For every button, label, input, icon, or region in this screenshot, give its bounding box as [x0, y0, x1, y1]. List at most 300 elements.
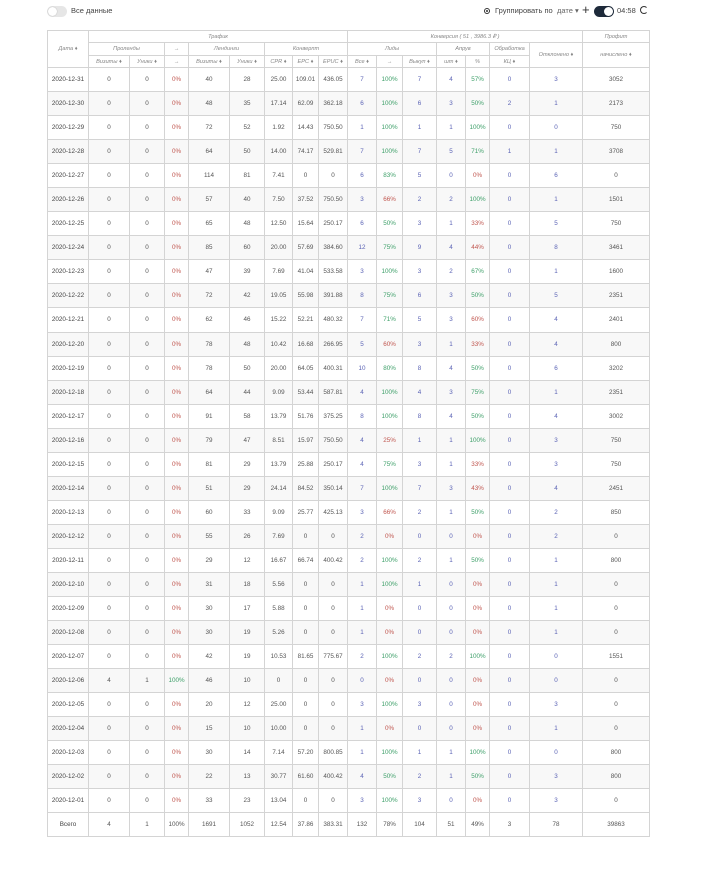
cell-landing-uniques: 13: [230, 765, 265, 789]
group-by-select[interactable]: дате ▾: [557, 6, 579, 15]
total-row: [48, 813, 650, 837]
cell-cpr: 10.00: [265, 717, 293, 741]
cell-approve-count: 1: [437, 116, 466, 140]
cell-epc: 62.09: [293, 92, 319, 116]
cell-rejected: 1: [530, 597, 583, 621]
cell-leads-all: 1: [348, 741, 377, 765]
cell-cpr: 16.67: [265, 548, 293, 572]
cell-vykup: 8: [403, 404, 437, 428]
cell-landing-visits: 33: [189, 789, 230, 813]
cell-approve-count: 2: [437, 188, 466, 212]
all-data-toggle[interactable]: [47, 6, 67, 17]
cell-kc: 0: [490, 597, 530, 621]
cell-uniques: 0: [130, 212, 165, 236]
col-kc[interactable]: КЦ ♦: [490, 56, 530, 68]
cell-approve-pct: 100%: [466, 116, 490, 140]
cell-vykup: 8: [403, 356, 437, 380]
group-traffic: Трафик: [89, 31, 348, 43]
cell-epuc: 0: [319, 789, 348, 813]
cell-leads-pct: 75%: [377, 284, 403, 308]
cell-landing-uniques: 52: [230, 116, 265, 140]
cell-kc: 0: [490, 164, 530, 188]
cell-prelanding-ctr: 0%: [165, 621, 189, 645]
cell-prelanding-ctr: 0%: [165, 548, 189, 572]
cell-kc: 0: [490, 260, 530, 284]
cell-cpr: 7.69: [265, 524, 293, 548]
cell-vykup: 2: [403, 645, 437, 669]
total-cell: 78: [530, 813, 583, 837]
cell-epc: 52.21: [293, 308, 319, 332]
cell-leads-all: 3: [348, 789, 377, 813]
col-vykup[interactable]: Выкуп ♦: [403, 56, 437, 68]
table-row: [48, 188, 650, 212]
cell-landing-uniques: 19: [230, 621, 265, 645]
cell-uniques: 0: [130, 308, 165, 332]
cell-rejected: 0: [530, 669, 583, 693]
cell-prelanding-ctr: 0%: [165, 284, 189, 308]
cell-visits: 0: [89, 717, 130, 741]
cell-leads-pct: 60%: [377, 332, 403, 356]
cell-rejected: 3: [530, 765, 583, 789]
cell-visits: 0: [89, 645, 130, 669]
cell-landing-visits: 79: [189, 428, 230, 452]
cell-landing-uniques: 28: [230, 68, 265, 92]
cell-kc: 0: [490, 621, 530, 645]
subgroup-konverpt: Конверпт: [265, 43, 348, 56]
cell-leads-all: 8: [348, 284, 377, 308]
cell-epc: 41.04: [293, 260, 319, 284]
cell-approve-count: 4: [437, 236, 466, 260]
cell-approve-pct: 0%: [466, 597, 490, 621]
cell-leads-pct: 50%: [377, 212, 403, 236]
cell-date: 2020-12-27: [48, 164, 89, 188]
cell-uniques: 0: [130, 476, 165, 500]
cell-date: 2020-12-03: [48, 741, 89, 765]
cell-visits: 0: [89, 284, 130, 308]
cell-date: 2020-12-08: [48, 621, 89, 645]
cell-approve-count: 3: [437, 380, 466, 404]
cell-uniques: 0: [130, 524, 165, 548]
cell-epuc: 436.05: [319, 68, 348, 92]
cell-leads-all: 4: [348, 452, 377, 476]
cell-landing-uniques: 19: [230, 645, 265, 669]
cell-vykup: 1: [403, 116, 437, 140]
cell-epc: 0: [293, 621, 319, 645]
cell-approve-pct: 0%: [466, 717, 490, 741]
cell-landing-visits: 91: [189, 404, 230, 428]
cell-approve-pct: 0%: [466, 164, 490, 188]
cell-vykup: 7: [403, 68, 437, 92]
cell-landing-uniques: 23: [230, 789, 265, 813]
cell-uniques: 0: [130, 164, 165, 188]
cell-prelanding-ctr: 0%: [165, 380, 189, 404]
cell-leads-pct: 100%: [377, 380, 403, 404]
cell-landing-uniques: 26: [230, 524, 265, 548]
cell-epuc: 775.67: [319, 645, 348, 669]
cell-profit: 3002: [583, 404, 650, 428]
cell-visits: 0: [89, 356, 130, 380]
cell-approve-count: 1: [437, 548, 466, 572]
cell-date: 2020-12-16: [48, 428, 89, 452]
col-nachisleno[interactable]: начислено ♦: [583, 43, 650, 68]
cell-kc: 0: [490, 500, 530, 524]
cell-vykup: 2: [403, 765, 437, 789]
cell-epuc: 0: [319, 669, 348, 693]
cell-uniques: 0: [130, 452, 165, 476]
cell-vykup: 1: [403, 741, 437, 765]
cell-leads-pct: 0%: [377, 669, 403, 693]
cell-kc: 0: [490, 669, 530, 693]
cell-profit: 0: [583, 572, 650, 596]
cell-rejected: 3: [530, 68, 583, 92]
cell-kc: 0: [490, 693, 530, 717]
cell-approve-pct: 100%: [466, 428, 490, 452]
cell-approve-count: 1: [437, 332, 466, 356]
cell-uniques: 0: [130, 693, 165, 717]
cell-epc: 51.76: [293, 404, 319, 428]
cell-cpr: 17.14: [265, 92, 293, 116]
cell-leads-all: 7: [348, 476, 377, 500]
cell-leads-all: 1: [348, 717, 377, 741]
cell-epuc: 587.81: [319, 380, 348, 404]
cell-prelanding-ctr: 0%: [165, 500, 189, 524]
cell-landing-uniques: 46: [230, 308, 265, 332]
table-row: [48, 116, 650, 140]
cell-prelanding-ctr: 0%: [165, 428, 189, 452]
cell-kc: 0: [490, 116, 530, 140]
cell-approve-count: 4: [437, 404, 466, 428]
cell-prelanding-ctr: 0%: [165, 68, 189, 92]
cell-profit: 0: [583, 621, 650, 645]
cell-vykup: 9: [403, 236, 437, 260]
cell-date: 2020-12-09: [48, 597, 89, 621]
cell-landing-visits: 65: [189, 212, 230, 236]
subgroup-apruv: Апрув: [437, 43, 490, 56]
cell-visits: 0: [89, 621, 130, 645]
cell-rejected: 2: [530, 524, 583, 548]
time-toggle[interactable]: [594, 6, 614, 17]
cell-epc: 74.17: [293, 140, 319, 164]
cell-landing-uniques: 10: [230, 717, 265, 741]
cell-landing-visits: 51: [189, 476, 230, 500]
cell-cpr: 13.79: [265, 404, 293, 428]
cell-cpr: 13.04: [265, 789, 293, 813]
cell-approve-count: 3: [437, 284, 466, 308]
cell-cpr: 10.42: [265, 332, 293, 356]
toggle-knob: [48, 7, 57, 16]
cell-landing-visits: 114: [189, 164, 230, 188]
cell-leads-pct: 100%: [377, 789, 403, 813]
cell-prelanding-ctr: 0%: [165, 92, 189, 116]
table-row: [48, 212, 650, 236]
cell-cpr: 0: [265, 669, 293, 693]
cell-prelanding-ctr: 0%: [165, 789, 189, 813]
toggle-knob: [604, 7, 613, 16]
cell-epc: 15.97: [293, 428, 319, 452]
cell-leads-all: 5: [348, 332, 377, 356]
cell-rejected: 3: [530, 428, 583, 452]
all-data-label: Все данные: [71, 6, 113, 15]
cell-leads-pct: 100%: [377, 92, 403, 116]
cell-leads-all: 7: [348, 140, 377, 164]
cell-epuc: 266.95: [319, 332, 348, 356]
cell-leads-pct: 0%: [377, 621, 403, 645]
cell-prelanding-ctr: 0%: [165, 765, 189, 789]
cell-visits: 0: [89, 116, 130, 140]
cell-leads-all: 8: [348, 404, 377, 428]
cell-uniques: 0: [130, 236, 165, 260]
cell-kc: 0: [490, 236, 530, 260]
cell-date: 2020-12-25: [48, 212, 89, 236]
cell-cpr: 20.00: [265, 356, 293, 380]
cell-kc: 1: [490, 140, 530, 164]
cell-landing-visits: 64: [189, 380, 230, 404]
col-uniki-landing[interactable]: Уники ♦: [230, 56, 265, 68]
add-icon[interactable]: +: [582, 2, 590, 17]
cell-leads-all: 1: [348, 621, 377, 645]
col-vizity-landing[interactable]: Визиты ♦: [189, 56, 230, 68]
cell-epc: 25.77: [293, 500, 319, 524]
cell-vykup: 5: [403, 308, 437, 332]
cell-leads-all: 10: [348, 356, 377, 380]
cell-date: 2020-12-18: [48, 380, 89, 404]
cell-landing-visits: 31: [189, 572, 230, 596]
cell-kc: 0: [490, 524, 530, 548]
cell-visits: 0: [89, 741, 130, 765]
cell-date: 2020-12-02: [48, 765, 89, 789]
cell-leads-all: 2: [348, 645, 377, 669]
cell-rejected: 8: [530, 236, 583, 260]
col-leads-all[interactable]: Все ♦: [348, 56, 377, 68]
cell-prelanding-ctr: 0%: [165, 572, 189, 596]
col-otkloneno[interactable]: Отклонено ♦: [530, 43, 583, 68]
cell-cpr: 30.77: [265, 765, 293, 789]
cell-leads-all: 3: [348, 500, 377, 524]
col-apruv-pct: %: [466, 56, 490, 68]
cell-uniques: 0: [130, 572, 165, 596]
col-vizity[interactable]: Визиты ♦: [89, 56, 130, 68]
cell-epc: 0: [293, 669, 319, 693]
col-date[interactable]: Дата ♦: [48, 31, 89, 68]
cell-cpr: 14.00: [265, 140, 293, 164]
subgroup-lendingi: Лендинги: [189, 43, 265, 56]
cell-approve-pct: 50%: [466, 500, 490, 524]
cell-cpr: 7.41: [265, 164, 293, 188]
cell-visits: 0: [89, 332, 130, 356]
total-cell: 4: [89, 813, 130, 837]
cell-prelanding-ctr: 0%: [165, 741, 189, 765]
col-cpr[interactable]: CPR ♦: [265, 56, 293, 68]
cell-profit: 3202: [583, 356, 650, 380]
cell-rejected: 3: [530, 693, 583, 717]
cell-kc: 0: [490, 476, 530, 500]
cell-vykup: 2: [403, 500, 437, 524]
cell-approve-count: 1: [437, 452, 466, 476]
cell-uniques: 0: [130, 332, 165, 356]
cell-uniques: 0: [130, 260, 165, 284]
cell-visits: 0: [89, 236, 130, 260]
cell-approve-pct: 44%: [466, 236, 490, 260]
cell-profit: 800: [583, 548, 650, 572]
cell-epuc: 0: [319, 621, 348, 645]
cell-prelanding-ctr: 0%: [165, 236, 189, 260]
cell-landing-uniques: 35: [230, 92, 265, 116]
cell-prelanding-ctr: 0%: [165, 116, 189, 140]
cell-landing-uniques: 60: [230, 236, 265, 260]
total-cell: 383.31: [319, 813, 348, 837]
cell-cpr: 24.14: [265, 476, 293, 500]
cell-leads-pct: 100%: [377, 476, 403, 500]
cell-uniques: 0: [130, 548, 165, 572]
cell-landing-visits: 78: [189, 332, 230, 356]
cell-vykup: 2: [403, 548, 437, 572]
total-cell: 104: [403, 813, 437, 837]
cell-approve-count: 0: [437, 597, 466, 621]
total-cell: 1052: [230, 813, 265, 837]
cell-date: 2020-12-10: [48, 572, 89, 596]
col-uniki[interactable]: Уники ♦: [130, 56, 165, 68]
cell-leads-pct: 0%: [377, 597, 403, 621]
cell-cpr: 25.00: [265, 693, 293, 717]
cell-rejected: 4: [530, 308, 583, 332]
cell-profit: 0: [583, 717, 650, 741]
cell-landing-visits: 78: [189, 356, 230, 380]
cell-leads-all: 0: [348, 669, 377, 693]
cell-cpr: 15.22: [265, 308, 293, 332]
cell-leads-all: 3: [348, 260, 377, 284]
table-row: [48, 597, 650, 621]
cell-rejected: 0: [530, 645, 583, 669]
cell-approve-count: 0: [437, 669, 466, 693]
col-epc[interactable]: EPC ♦: [293, 56, 319, 68]
cell-visits: 0: [89, 524, 130, 548]
cell-profit: 850: [583, 500, 650, 524]
cell-landing-visits: 46: [189, 669, 230, 693]
cell-leads-all: 6: [348, 164, 377, 188]
cell-uniques: 0: [130, 741, 165, 765]
cell-leads-pct: 83%: [377, 164, 403, 188]
cell-visits: 0: [89, 260, 130, 284]
total-cell: 132: [348, 813, 377, 837]
cell-kc: 0: [490, 188, 530, 212]
cell-landing-uniques: 12: [230, 548, 265, 572]
cell-visits: 0: [89, 164, 130, 188]
cell-epuc: 425.13: [319, 500, 348, 524]
cell-date: 2020-12-07: [48, 645, 89, 669]
table-body: [48, 68, 650, 813]
cell-uniques: 0: [130, 356, 165, 380]
cell-visits: 0: [89, 765, 130, 789]
table-row: [48, 428, 650, 452]
cell-landing-uniques: 48: [230, 212, 265, 236]
col-epuc[interactable]: EPUC ♦: [319, 56, 348, 68]
cell-landing-uniques: 48: [230, 332, 265, 356]
cell-approve-count: 1: [437, 741, 466, 765]
cell-leads-pct: 80%: [377, 356, 403, 380]
cell-vykup: 4: [403, 380, 437, 404]
cell-landing-visits: 57: [189, 188, 230, 212]
cell-approve-count: 2: [437, 645, 466, 669]
cell-approve-pct: 50%: [466, 548, 490, 572]
table-row: [48, 380, 650, 404]
refresh-icon[interactable]: [640, 6, 648, 14]
cell-kc: 0: [490, 717, 530, 741]
cell-date: 2020-12-06: [48, 669, 89, 693]
total-cell: 39863: [583, 813, 650, 837]
cell-profit: 750: [583, 428, 650, 452]
cell-visits: 0: [89, 308, 130, 332]
cell-cpr: 5.88: [265, 597, 293, 621]
cell-cpr: 7.69: [265, 260, 293, 284]
cell-landing-uniques: 47: [230, 428, 265, 452]
cell-landing-uniques: 17: [230, 597, 265, 621]
cell-rejected: 4: [530, 476, 583, 500]
cell-prelanding-ctr: 100%: [165, 669, 189, 693]
cell-date: 2020-12-24: [48, 236, 89, 260]
subgroup-arrow: →: [165, 43, 189, 56]
table-row: [48, 500, 650, 524]
cell-cpr: 19.05: [265, 284, 293, 308]
cell-landing-uniques: 33: [230, 500, 265, 524]
cell-approve-pct: 33%: [466, 452, 490, 476]
col-apruv-sht[interactable]: шт ♦: [437, 56, 466, 68]
cell-leads-pct: 100%: [377, 116, 403, 140]
cell-approve-pct: 100%: [466, 188, 490, 212]
cell-rejected: 1: [530, 92, 583, 116]
cell-vykup: 6: [403, 92, 437, 116]
toolbar: [0, 0, 716, 24]
cell-uniques: 0: [130, 597, 165, 621]
cell-approve-pct: 50%: [466, 765, 490, 789]
cell-date: 2020-12-14: [48, 476, 89, 500]
table-row: [48, 476, 650, 500]
cell-visits: 0: [89, 92, 130, 116]
table-row: [48, 717, 650, 741]
cell-leads-pct: 100%: [377, 404, 403, 428]
cell-landing-visits: 55: [189, 524, 230, 548]
cell-epuc: 800.85: [319, 741, 348, 765]
cell-kc: 0: [490, 356, 530, 380]
cell-visits: 0: [89, 188, 130, 212]
table-row: [48, 765, 650, 789]
cell-leads-all: 6: [348, 212, 377, 236]
cell-approve-pct: 60%: [466, 308, 490, 332]
cell-vykup: 1: [403, 572, 437, 596]
cell-epc: 0: [293, 572, 319, 596]
cell-epc: 81.65: [293, 645, 319, 669]
cell-leads-pct: 75%: [377, 236, 403, 260]
cell-profit: 0: [583, 164, 650, 188]
cell-epc: 57.69: [293, 236, 319, 260]
cell-prelanding-ctr: 0%: [165, 693, 189, 717]
cell-uniques: 0: [130, 188, 165, 212]
cell-epc: 0: [293, 789, 319, 813]
cell-epc: 53.44: [293, 380, 319, 404]
cell-landing-uniques: 50: [230, 140, 265, 164]
cell-uniques: 0: [130, 140, 165, 164]
cell-epuc: 0: [319, 693, 348, 717]
cell-kc: 0: [490, 308, 530, 332]
cell-uniques: 0: [130, 428, 165, 452]
cell-landing-visits: 42: [189, 645, 230, 669]
cell-approve-count: 0: [437, 572, 466, 596]
cell-kc: 2: [490, 92, 530, 116]
cell-epuc: 400.42: [319, 548, 348, 572]
cell-landing-visits: 60: [189, 500, 230, 524]
cell-approve-pct: 43%: [466, 476, 490, 500]
table-row: [48, 68, 650, 92]
cell-epc: 0: [293, 524, 319, 548]
